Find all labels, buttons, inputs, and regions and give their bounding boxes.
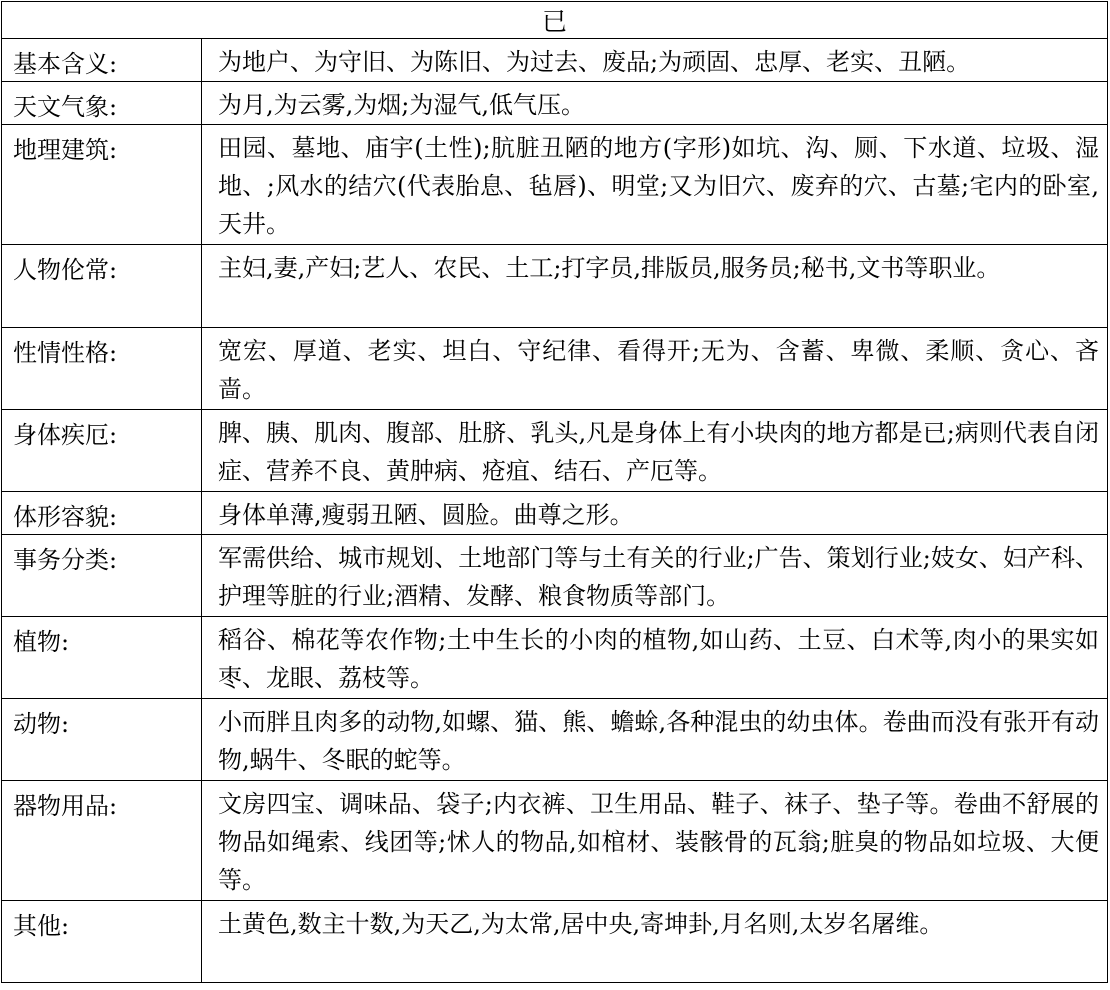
row-text: 主妇,妻,产妇;艺人、农民、土工;打字员,排版员,服务员;秘书,文书等职业。 [202,245,1108,328]
row-label: 植物: [2,617,202,699]
row-label: 性情性格: [2,328,202,410]
table-row [2,125,1108,245]
row-label: 身体疾厄: [2,410,202,492]
row-text: 文房四宝、调味品、袋子;内衣裤、卫生用品、鞋子、袜子、垫子等。卷曲不舒展的物品如绳索、线团等;怵人的物品,如棺材、装骸骨的瓦翁;脏臭的物品如垃圾、大便等。 [202,781,1108,901]
table-row [2,245,1108,328]
row-label: 器物用品: [2,781,202,901]
row-text: 宽宏、厚道、老实、坦白、守纪律、看得开;无为、含蓄、卑微、柔顺、贪心、吝啬。 [202,328,1108,410]
table-row [2,617,1108,699]
table-row [2,82,1108,125]
info-table [1,1,1108,983]
table-row [2,410,1108,492]
row-label: 天文气象: [2,82,202,125]
row-text: 田园、墓地、庙宇(土性);肮脏丑陋的地方(字形)如坑、沟、厕、下水道、垃圾、湿地、;风水的结穴(代表胎息、毡唇)、明堂;又为旧穴、废弃的穴、古墓;宅内的卧室,天井。 [202,125,1108,245]
row-label: 基本含义: [2,39,202,82]
row-text: 为月,为云雾,为烟;为湿气,低气压。 [202,82,1108,125]
row-text: 土黄色,数主十数,为天乙,为太常,居中央,寄坤卦,月名则,太岁名屠维。 [202,901,1108,983]
row-label: 动物: [2,699,202,781]
table-row [2,492,1108,535]
row-label: 体形容貌: [2,492,202,535]
row-label: 地理建筑: [2,125,202,245]
table-row [2,699,1108,781]
row-text: 为地户、为守旧、为陈旧、为过去、废品;为顽固、忠厚、老实、丑陋。 [202,39,1108,82]
row-label: 其他: [2,901,202,983]
row-label: 事务分类: [2,535,202,617]
table-row [2,535,1108,617]
row-text: 军需供给、城市规划、土地部门等与土有关的行业;广告、策划行业;妓女、妇产科、护理等脏的行业;酒精、发酵、粮食物质等部门。 [202,535,1108,617]
row-label: 人物伦常: [2,245,202,328]
row-text: 脾、胰、肌肉、腹部、肚脐、乳头,凡是身体上有小块肉的地方都是已;病则代表自闭症、营养不良、黄肿病、疮疽、结石、产厄等。 [202,410,1108,492]
row-text: 稻谷、棉花等农作物;土中生长的小肉的植物,如山药、土豆、白术等,肉小的果实如枣、龙眼、荔枝等。 [202,617,1108,699]
title-row [2,2,1108,39]
row-text: 身体单薄,瘦弱丑陋、圆脸。曲尊之形。 [202,492,1108,535]
table-row [2,39,1108,82]
table-row [2,781,1108,901]
table-title: 已 [2,2,1108,39]
table-row [2,901,1108,983]
table-row [2,328,1108,410]
row-text: 小而胖且肉多的动物,如螺、猫、熊、蟾蜍,各种混虫的幼虫体。卷曲而没有张开有动物,蜗牛、冬眠的蛇等。 [202,699,1108,781]
